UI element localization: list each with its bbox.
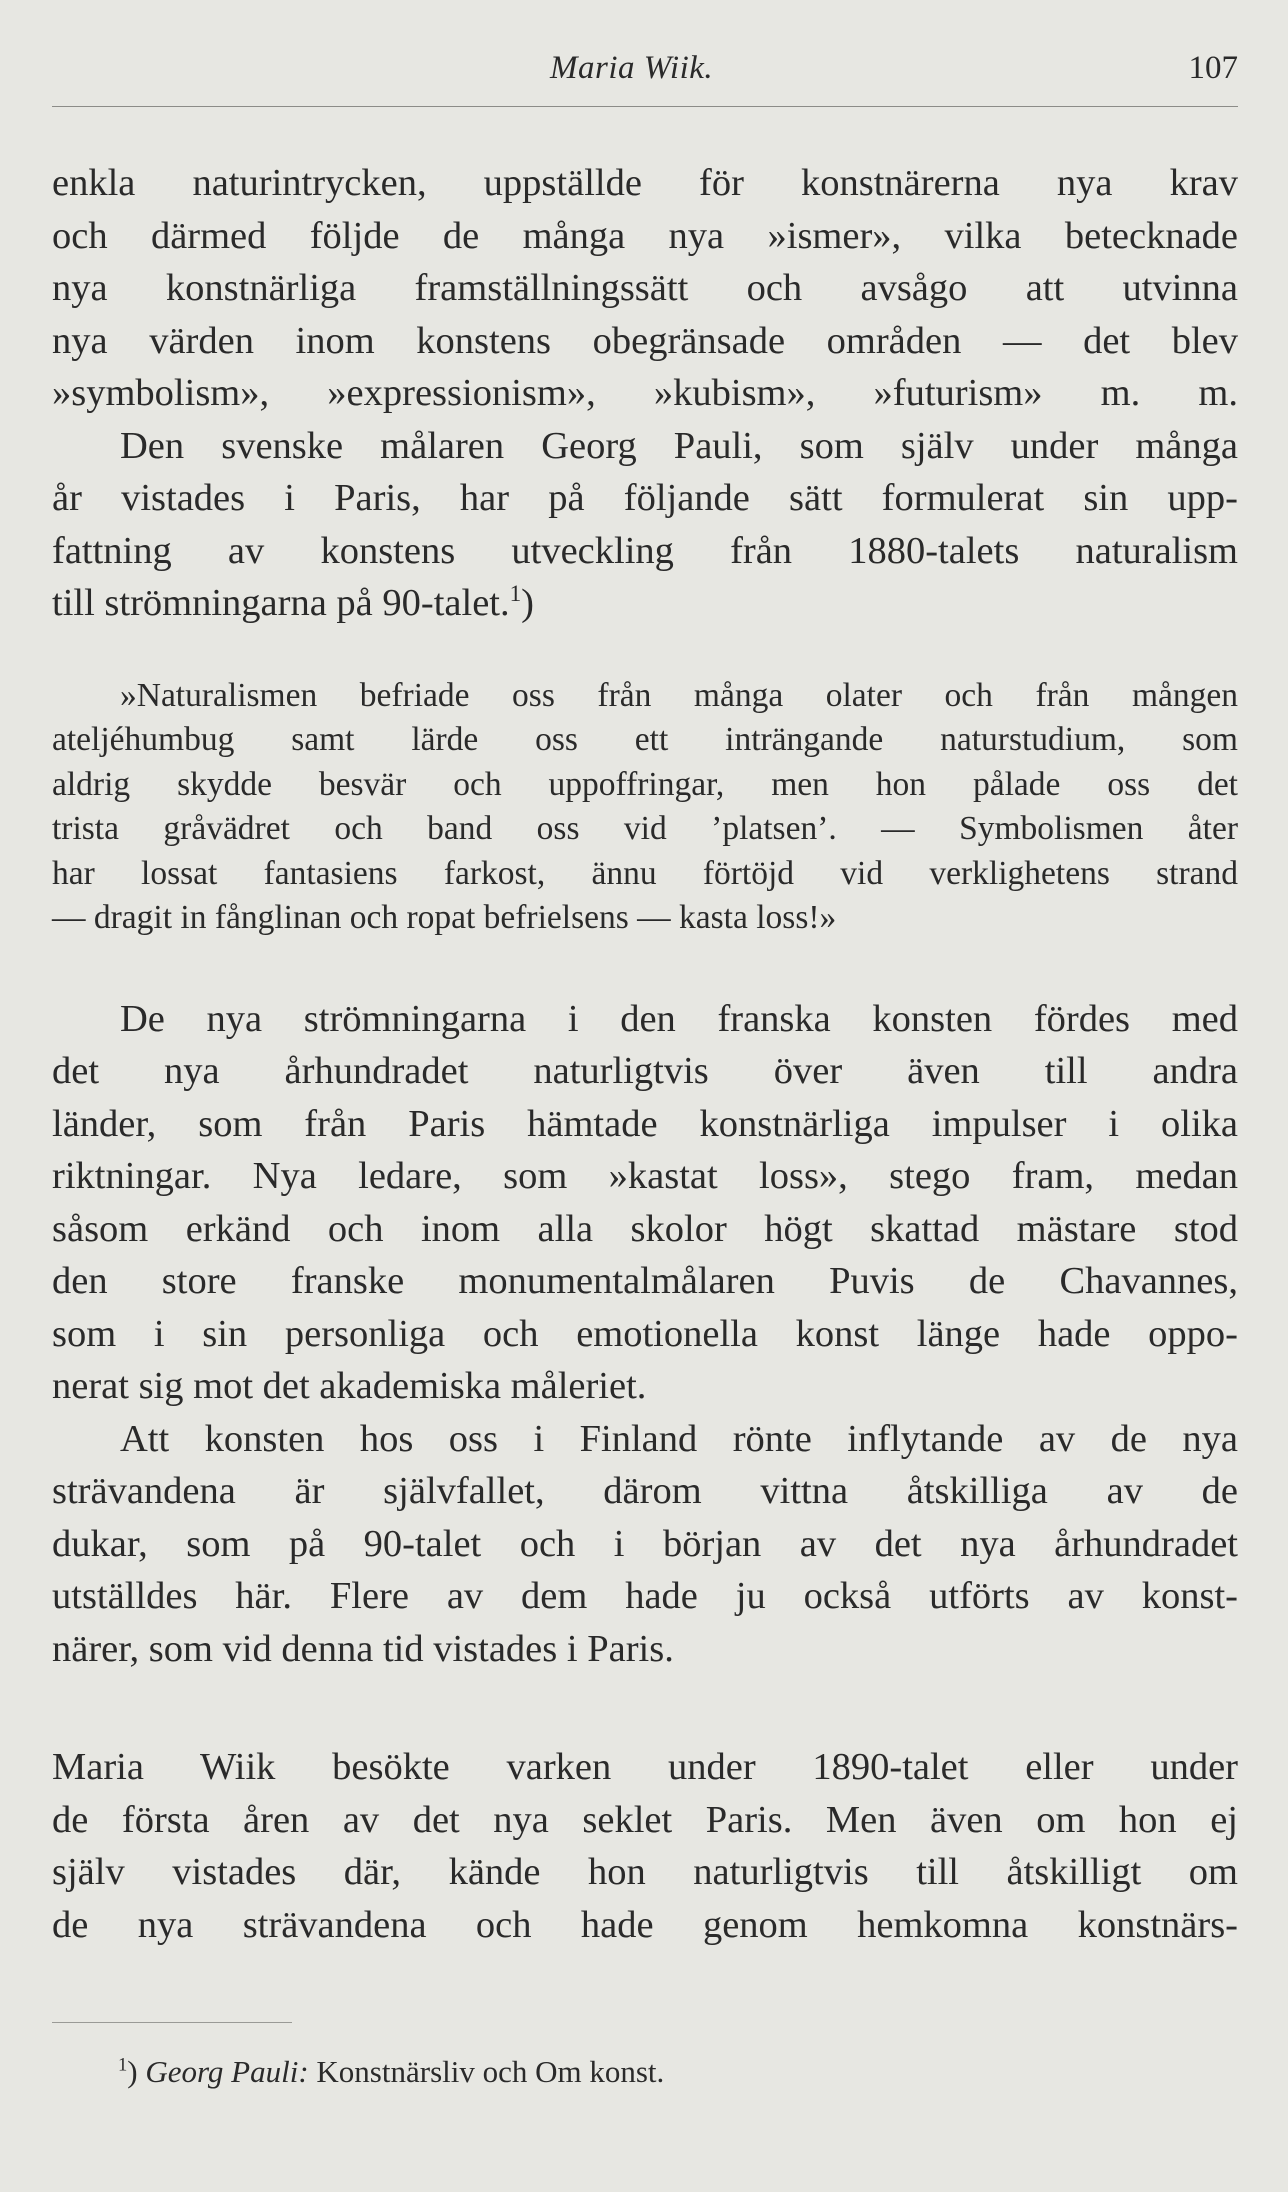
text-line: utställdes här. Flere av dem hade ju också utförts av konst- [52, 1575, 1238, 1617]
text-line: och därmed följde de många nya »ismer», vilka betecknade [52, 214, 1238, 257]
footnote-marker: 1 [118, 2054, 128, 2076]
quote-line: — dragit in fånglinan och ropat befrielsens — kasta loss!» [52, 899, 837, 936]
quote-line: aldrig skydde besvär och uppoffringar, men hon pålade oss det [52, 765, 1238, 803]
text-line: såsom erkänd och inom alla skolor högt skattad mästare stod [52, 1207, 1238, 1250]
running-title: Maria Wiik. [550, 50, 714, 86]
text-line: fattning av konstens utveckling från 1880-talets naturalism [52, 529, 1238, 572]
text-line: som i sin personliga och emotionella konst länge hade oppo- [52, 1312, 1238, 1355]
page-number: 107 [1188, 50, 1238, 86]
closing-parenthesis: ) [521, 582, 534, 624]
text-line: nerat sig mot det akademiska måleriet. [52, 1365, 647, 1407]
text-line: Den svenske målaren Georg Pauli, som själv under många [120, 424, 1238, 467]
text-line: Maria Wiik besökte varken under 1890-talet eller under [52, 1746, 1238, 1788]
footnote-marker-close: ) [127, 2054, 138, 2089]
text-line: strävandena är självfallet, därom vittna åtskilliga av de [52, 1470, 1238, 1512]
text-line-last [52, 577, 1238, 630]
footnote [118, 2052, 664, 2092]
text-line: »symbolism», »expressionism», »kubism», »futurism» m. m. [52, 372, 1238, 414]
text-line: närer, som vid denna tid vistades i Paris. [52, 1627, 674, 1670]
text-line: den store franske monumentalmålaren Puvis de Chavannes, [52, 1260, 1238, 1302]
text-line: Att konsten hos oss i Finland rönte inflytande av de nya [120, 1417, 1238, 1460]
text-line: enkla naturintrycken, uppställde för konstnärerna nya krav [52, 162, 1238, 204]
block-quote [52, 674, 1238, 941]
quote-line: har lossat fantasiens farkost, ännu förtöjd vid verklighetens strand [52, 854, 1238, 892]
text-line: riktningar. Nya ledare, som »kastat loss», stego fram, medan [52, 1155, 1238, 1197]
quote-line: »Naturalismen befriade oss från många olater och från mången [120, 676, 1238, 714]
paragraph-3 [52, 993, 1238, 1413]
text-line: De nya strömningarna i den franska konsten fördes med [120, 997, 1238, 1040]
book-page [52, 50, 1238, 1951]
text-line: nya konstnärliga framställningssätt och avsågo att utvinna [52, 267, 1238, 309]
text-line: de första åren av det nya seklet Paris. Men även om hon ej [52, 1798, 1238, 1841]
text-line: det nya århundradet naturligtvis över även till andra [52, 1050, 1238, 1092]
page-header [52, 50, 1238, 107]
footnote-divider [52, 2022, 292, 2023]
footnote-reference[interactable]: 1 [509, 580, 522, 607]
footnote-title: Konstnärsliv och Om konst. [316, 2054, 665, 2089]
paragraph-5 [52, 1741, 1238, 1951]
text-line: år vistades i Paris, har på följande sätt formulerat sin upp- [52, 477, 1238, 519]
paragraph-4 [52, 1413, 1238, 1676]
paragraph-1 [52, 157, 1238, 420]
text-line: dukar, som på 90-talet och i början av det nya århundradet [52, 1522, 1238, 1565]
text-line: nya värden inom konstens obegränsade områden — det blev [52, 319, 1238, 362]
text-line: till strömningarna på 90-talet. [52, 582, 510, 624]
quote-line: trista gråvädret och band oss vid ’platsen’. — Symbolismen åter [52, 810, 1238, 847]
text-line: länder, som från Paris hämtade konstnärliga impulser i olika [52, 1102, 1238, 1145]
quote-line: ateljéhumbug samt lärde oss ett inträngande naturstudium, som [52, 721, 1238, 758]
text-line: de nya strävandena och hade genom hemkomna konstnärs- [52, 1903, 1238, 1946]
paragraph-2 [52, 420, 1238, 630]
text-line: själv vistades där, kände hon naturligtvis till åtskilligt om [52, 1851, 1238, 1893]
footnote-author: Georg Pauli: [145, 2054, 309, 2089]
